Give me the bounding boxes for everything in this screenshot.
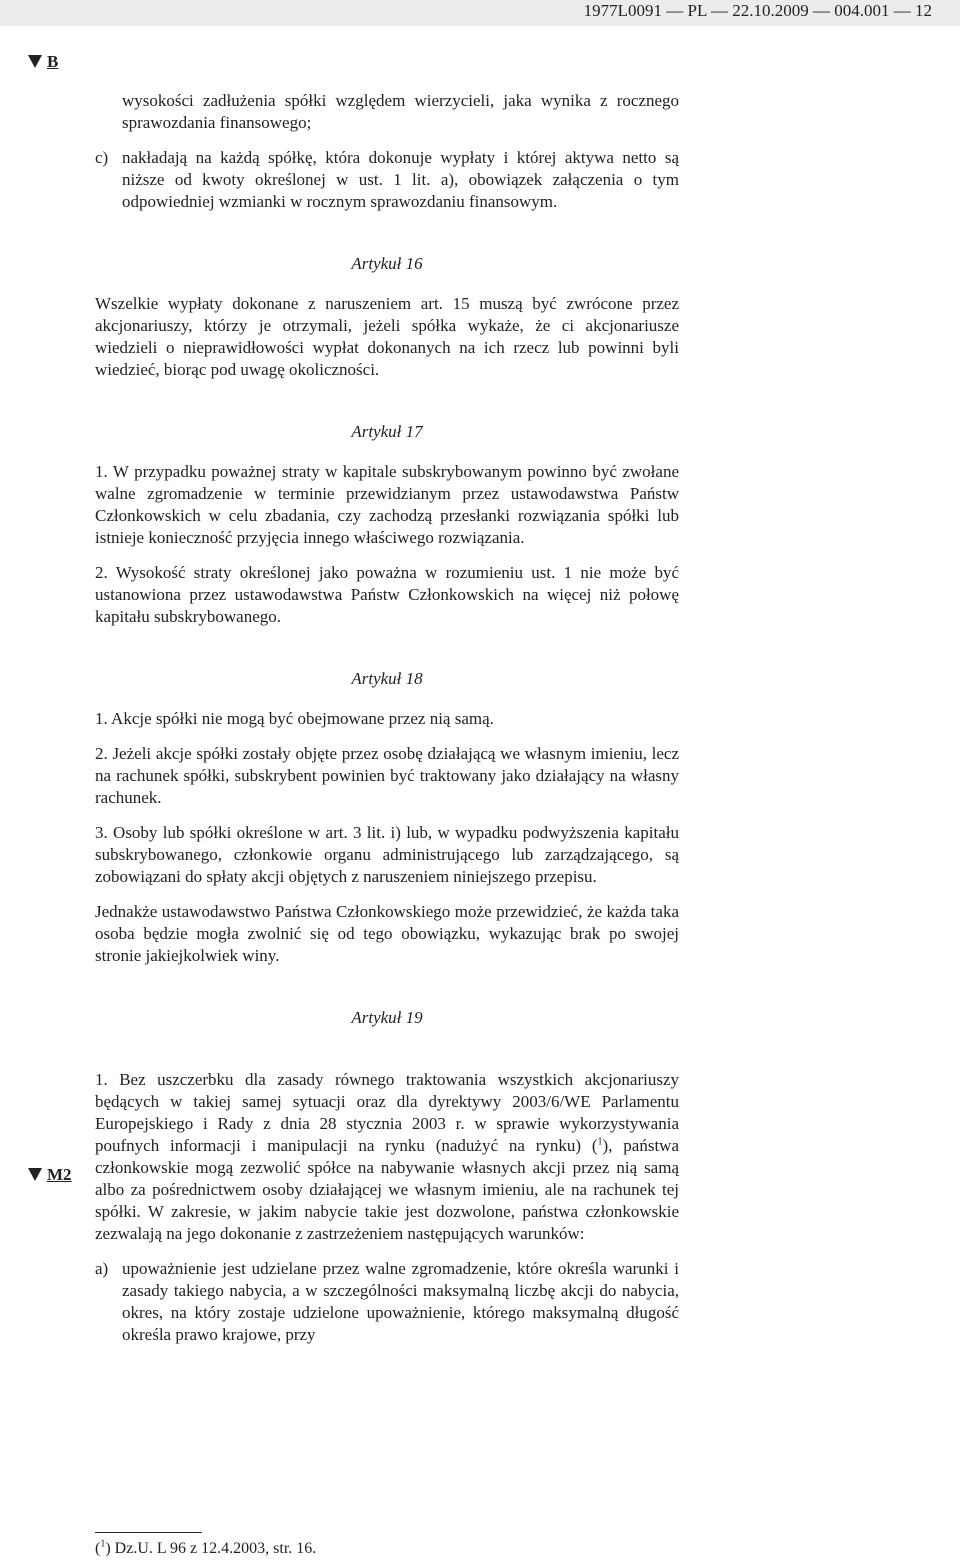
list-item <box>95 1258 679 1346</box>
amendment-marker-m2 <box>28 1165 72 1185</box>
header-reference: 1977L0091 — PL — 22.10.2009 — 004.001 — 12 <box>583 1 932 20</box>
footnote-text: Dz.U. L 96 z 12.4.2003, str. 16. <box>110 1540 317 1557</box>
article-heading: Artykuł 18 <box>351 669 423 688</box>
triangle-down-icon <box>28 1168 42 1181</box>
article-heading: Artykuł 17 <box>351 422 423 441</box>
triangle-down-icon <box>28 55 42 68</box>
footnote-reference[interactable]: 1 <box>597 1136 603 1148</box>
footnote-separator <box>95 1532 202 1533</box>
paragraph: 2. Wysokość straty określonej jako poważna w rozumieniu ust. 1 nie może być ustanowiona przez ustawodawstwa Państw Członkowskich na więcej niż połowę kapitału subskrybowanego. <box>95 563 679 626</box>
marker-code: B <box>47 52 59 71</box>
paragraph: Jednakże ustawodawstwo Państwa Członkowskiego może przewidzieć, że każda taka osoba będzie mogła zwolnić się od tego obowiązku, wykazując brak po swojej stronie jakiejkolwiek winy. <box>95 902 679 965</box>
paragraph: 3. Osoby lub spółki określone w art. 3 lit. i) lub, w wypadku podwyższenia kapitału subskrybowanego, członkowie organu administrującego lub zarządzającego, są zobowiązani do spłaty akcji objętych z naruszeniem niniejszego przepisu. <box>95 823 679 886</box>
list-text: nakładają na każdą spółkę, która dokonuje wypłaty i której aktywa netto są niższe od kwoty określonej w ust. 1 lit. a), obowiązek załączenia o tym odpowiedniej wzmianki w rocznym sprawozdaniu finansowym. <box>122 148 679 211</box>
article-heading: Artykuł 19 <box>351 1008 423 1027</box>
footnote <box>95 1539 316 1559</box>
list-label: c) <box>95 148 109 167</box>
document-header <box>0 0 960 26</box>
footnote-number: 1 <box>100 1538 106 1550</box>
paragraph: wysokości zadłużenia spółki względem wierzycieli, jaka wynika z rocznego sprawozdania finansowego; <box>122 91 679 132</box>
footnote-close: ) <box>105 1540 111 1557</box>
paragraph: 1. Akcje spółki nie mogą być obejmowane przez nią samą. <box>95 709 494 728</box>
document-body <box>95 90 679 1346</box>
footnote-open: ( <box>95 1540 101 1557</box>
list-text: upoważnienie jest udzielane przez walne zgromadzenie, które określa warunki i zasady takiego nabycia, a w szczególności maksymalną liczbę akcji do nabycia, okres, na który zostaje udzielone upoważnienie, którego maksymalną długość określa prawo krajowe, przy <box>122 1259 679 1344</box>
paragraph <box>95 1069 679 1245</box>
article-heading: Artykuł 16 <box>351 254 423 273</box>
paragraph: 1. W przypadku poważnej straty w kapitale subskrybowanym powinno być zwołane walne zgromadzenie w terminie przewidzianym przez ustawodawstwa Państw Członkowskich w celu zbadania, czy zachodzą przesłanki rozwiązania spółki lub istnieje konieczność przyjęcia innego właściwego rozwiązania. <box>95 462 679 547</box>
amendment-marker-b <box>28 52 58 72</box>
list-label: a) <box>95 1259 109 1278</box>
text-segment: ), państwa członkowskie mogą zezwolić spółce na nabywanie własnych akcji przez nią samą albo za pośrednictwem osoby działającej we własnym imieniu, ale na rachunek tej spółki. W zakresie, w jakim nabycie takie jest dozwolone, państwa członkowskie zezwalają na jego dokonanie z zastrzeżeniem następujących warunków: <box>95 1136 679 1243</box>
marker-code: M2 <box>47 1165 72 1184</box>
list-item <box>95 147 679 213</box>
paragraph: 2. Jeżeli akcje spółki zostały objęte przez osobę działającą we własnym imieniu, lecz na rachunek spółki, subskrybent powinien być traktowany jako działający na własny rachunek. <box>95 744 679 807</box>
paragraph: Wszelkie wypłaty dokonane z naruszeniem art. 15 muszą być zwrócone przez akcjonariuszy, którzy je otrzymali, jeżeli spółka wykaże, że ci akcjonariusze wiedzieli o nieprawidłowości wypłat dokonanych na ich rzecz lub powinni byli wiedzieć, biorąc pod uwagę okoliczności. <box>95 294 679 379</box>
text-segment: 1. Bez uszczerbku dla zasady równego traktowania wszystkich akcjonariuszy będących w takiej samej sytuacji oraz dla dyrektywy 2003/6/WE Parlamentu Europejskiego i Rady z dnia 28 stycznia 2003 r. w sprawie wykorzystywania poufnych informacji i manipulacji na rynku (nadużyć na rynku) ( <box>95 1070 679 1155</box>
